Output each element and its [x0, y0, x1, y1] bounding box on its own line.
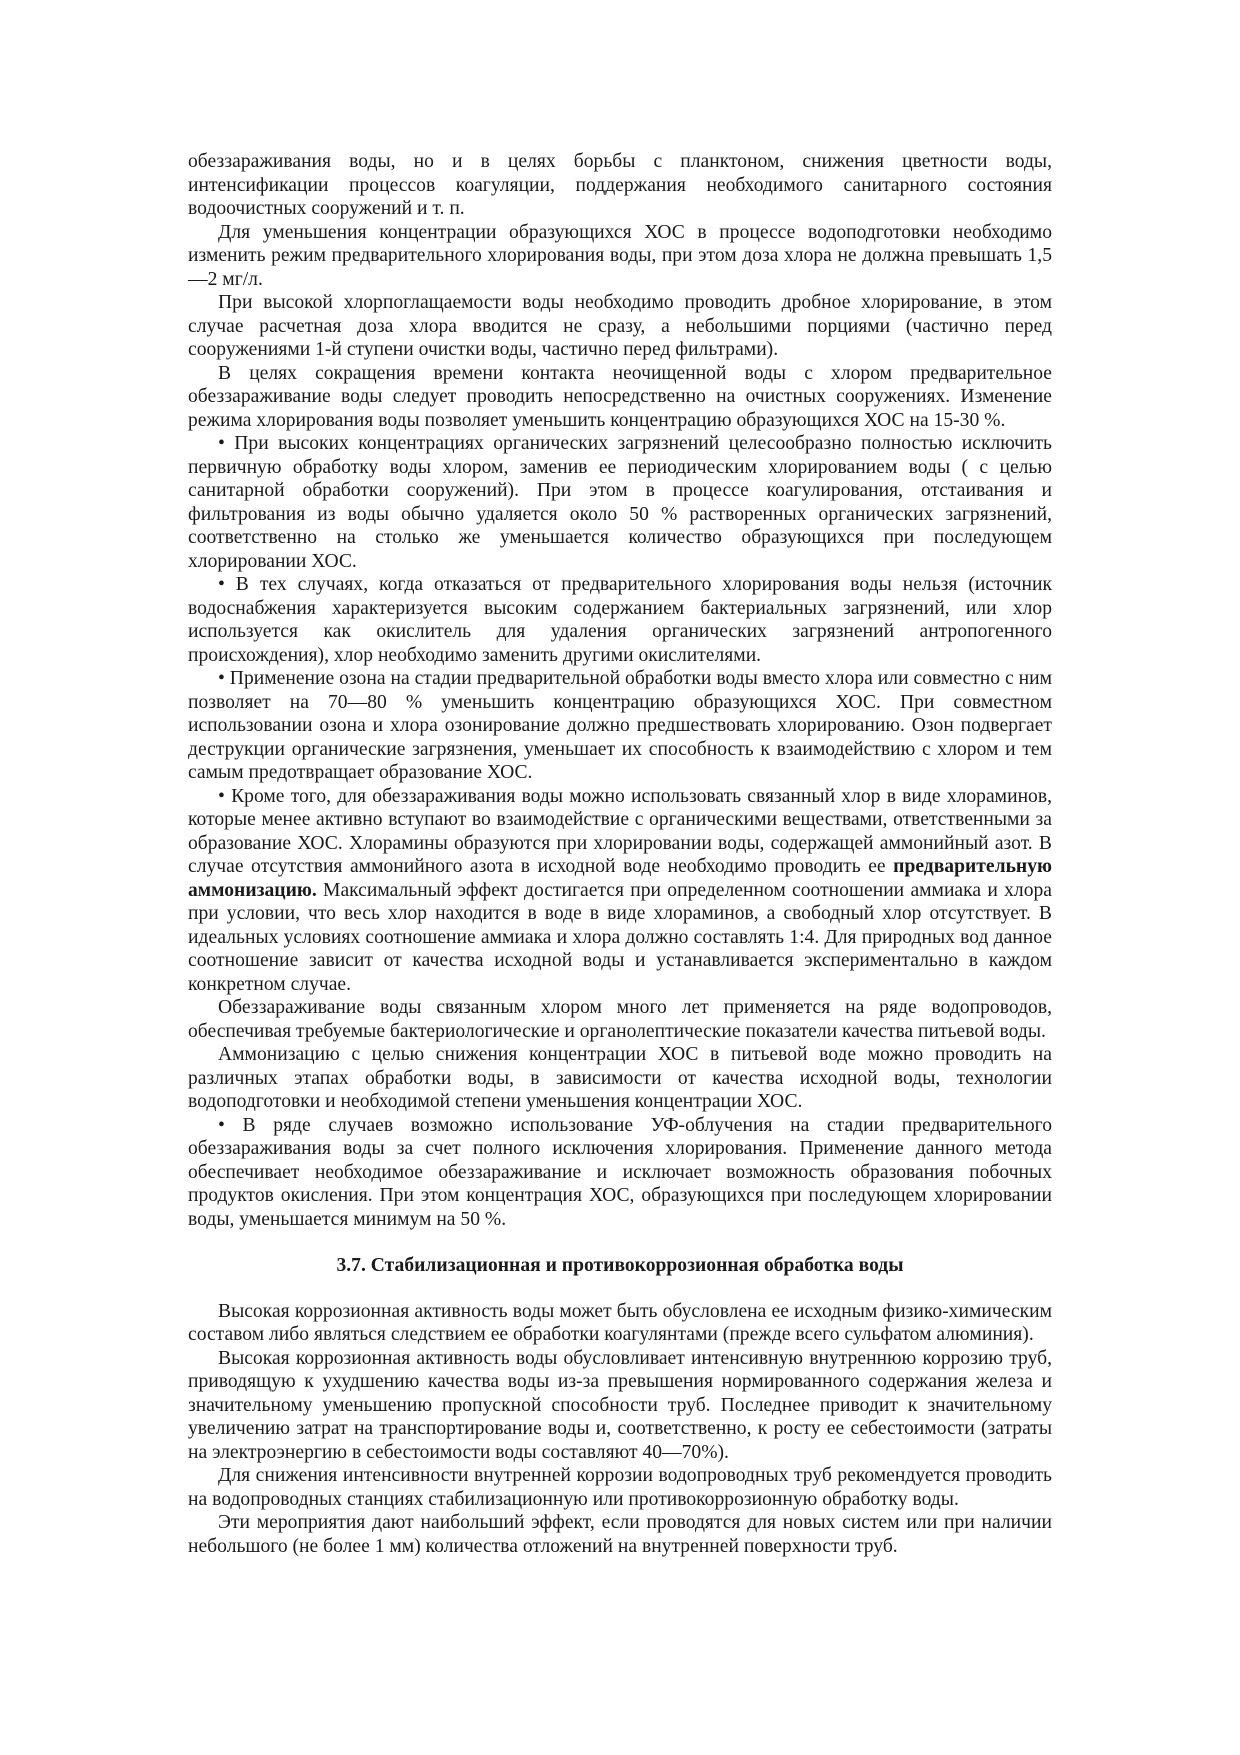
paragraph-corrosion-activity: Высокая коррозионная активность воды может быть обусловлена ее исходным физико-химическим составом либо являться следствием ее обработки коагулянтами (прежде всего сульфатом алюминия). [188, 1300, 1052, 1345]
paragraph-bullet-uv: • В ряде случаев возможно использование УФ-облучения на стадии предварительного обеззараживания воды за счет полного исключения хлорирования. Применение данного метода обеспечивает необходимое обеззараживание и исключает возможность образования побочных продуктов окисления. При этом концентрация ХОС, образующихся при последующем хлорировании воды, уменьшается минимум на 50 %. [188, 1114, 1052, 1230]
paragraph-bound-chlorine: Обеззараживание воды связанным хлором много лет применяется на ряде водопроводов, обеспечивая требуемые бактериологические и органолептические показатели качества питьевой воды. [188, 997, 1052, 1042]
paragraph-ammonization-stages: Аммонизацию с целью снижения концентрации ХОС в питьевой воде можно проводить на различных этапах обработки воды, в зависимости от качества исходной воды, технологии водоподготовки и необходимой степени уменьшения концентрации ХОС. [188, 1044, 1052, 1112]
paragraph-continuation: обеззараживания воды, но и в целях борьбы с планктоном, снижения цветности воды, интенсификации процессов коагуляции, поддержания необходимого санитарного состояния водоочистных сооружений и т. п. [188, 151, 1052, 219]
paragraph-fractional-chlorination: При высокой хлорпоглащаемости воды необходимо проводить дробное хлорирование, в этом случае расчетная доза хлора вводится не сразу, а небольшими порциями (частично перед сооружениями 1-й ступени очистки воды, частично перед фильтрами). [188, 292, 1052, 360]
paragraph-bullet-ozone: • Применение озона на стадии предварительной обработки воды вместо хлора или совместно с ним позволяет на 70—80 % уменьшить концентрацию образующихся ХОС. При совместном использовании озона и хлора озонирование должно предшествовать хлорированию. Озон подвергает деструкции органические загрязнения, уменьшает их способность к взаимодействию с хлором и тем самым предотвращает образование ХОС. [188, 668, 1052, 783]
paragraph-pipe-corrosion: Высокая коррозионная активность воды обусловливает интенсивную внутреннюю коррозию труб, приводящую к ухудшению качества воды из-за превышения нормированного содержания железа и значительному уменьшению пропускной способности труб. Последнее приводит к значительному увеличению затрат на транспортирование воды и, соответственно, к росту ее себестоимости (затраты на электроэнергию в себестоимости воды составляют 40—70%). [188, 1347, 1052, 1463]
chloramines-text-end: Максимальный эффект достигается при определенном соотношении аммиака и хлора при условии, что весь хлор находится в воде в виде хлораминов, а свободный хлор отсутствует. В идеальных условиях соотношение аммиака и хлора должно составлять 1:4. Для природных вод данное соотношение зависит от качества исходной воды и устанавливается экспериментально в каждом конкретном случае. [188, 879, 1052, 995]
chloramines-text-start: • Кроме того, для обеззараживания воды можно использовать связанный хлор в виде хлораминов, которые менее активно вступают во взаимодействие с органическими веществами, ответственными за образование ХОС. Хлорамины образуются при хлорировании воды, содержащей аммонийный азот. В случае отсутствия аммонийного азота в исходной воде необходимо проводить ее [188, 785, 1052, 877]
paragraph-new-systems: Эти мероприятия дают наибольший эффект, если проводятся для новых систем или при наличии небольшого (не более 1 мм) количества отложений на внутренней поверхности труб. [188, 1512, 1052, 1557]
section-heading: 3.7. Стабилизационная и противокоррозионная обработка воды [336, 1255, 904, 1276]
paragraph-stabilization-treatment: Для снижения интенсивности внутренней коррозии водопроводных труб рекомендуется проводить на водопроводных станциях стабилизационную или противокоррозионную обработку воды. [188, 1465, 1052, 1510]
paragraph-bullet-chloramines [188, 785, 1052, 997]
paragraph-contact-time: В целях сокращения времени контакта неочищенной воды с хлором предварительное обеззараживание воды следует проводить непосредственно на очистных сооружениях. Изменение режима хлорирования воды позволяет уменьшить концентрацию образующихся ХОС на 15-30 %. [188, 362, 1052, 431]
paragraph-bullet-other-oxidizers: • В тех случаях, когда отказаться от предварительного хлорирования воды нельзя (источник водоснабжения характеризуется высоким содержанием бактериальных загрязнений, или хлор используется как окислитель для удаления органических загрязнений антропогенного происхождения), хлор необходимо заменить другими окислителями. [188, 574, 1052, 666]
document-page [188, 150, 1052, 1558]
paragraph-prechlorination-dose: Для уменьшения концентрации образующихся ХОС в процессе водоподготовки необходимо изменить режим предварительного хлорирования воды, при этом доза хлора не должна превышать 1,5—2 мг/л. [188, 221, 1052, 290]
ammonization-emphasis: предварительную аммонизацию. [188, 856, 1052, 901]
paragraph-bullet-organic-pollution: • При высоких концентрациях органических загрязнений целесообразно полностью исключить первичную обработку воды хлором, заменив ее периодическим хлорированием воды ( с целью санитарной обработки сооружений). При этом в процессе коагулирования, отстаивания и фильтрования из воды обычно удаляется около 50 % растворенных органических загрязнений, соответственно на столько же уменьшается количество образующихся при последующем хлорировании ХОС. [188, 433, 1052, 572]
